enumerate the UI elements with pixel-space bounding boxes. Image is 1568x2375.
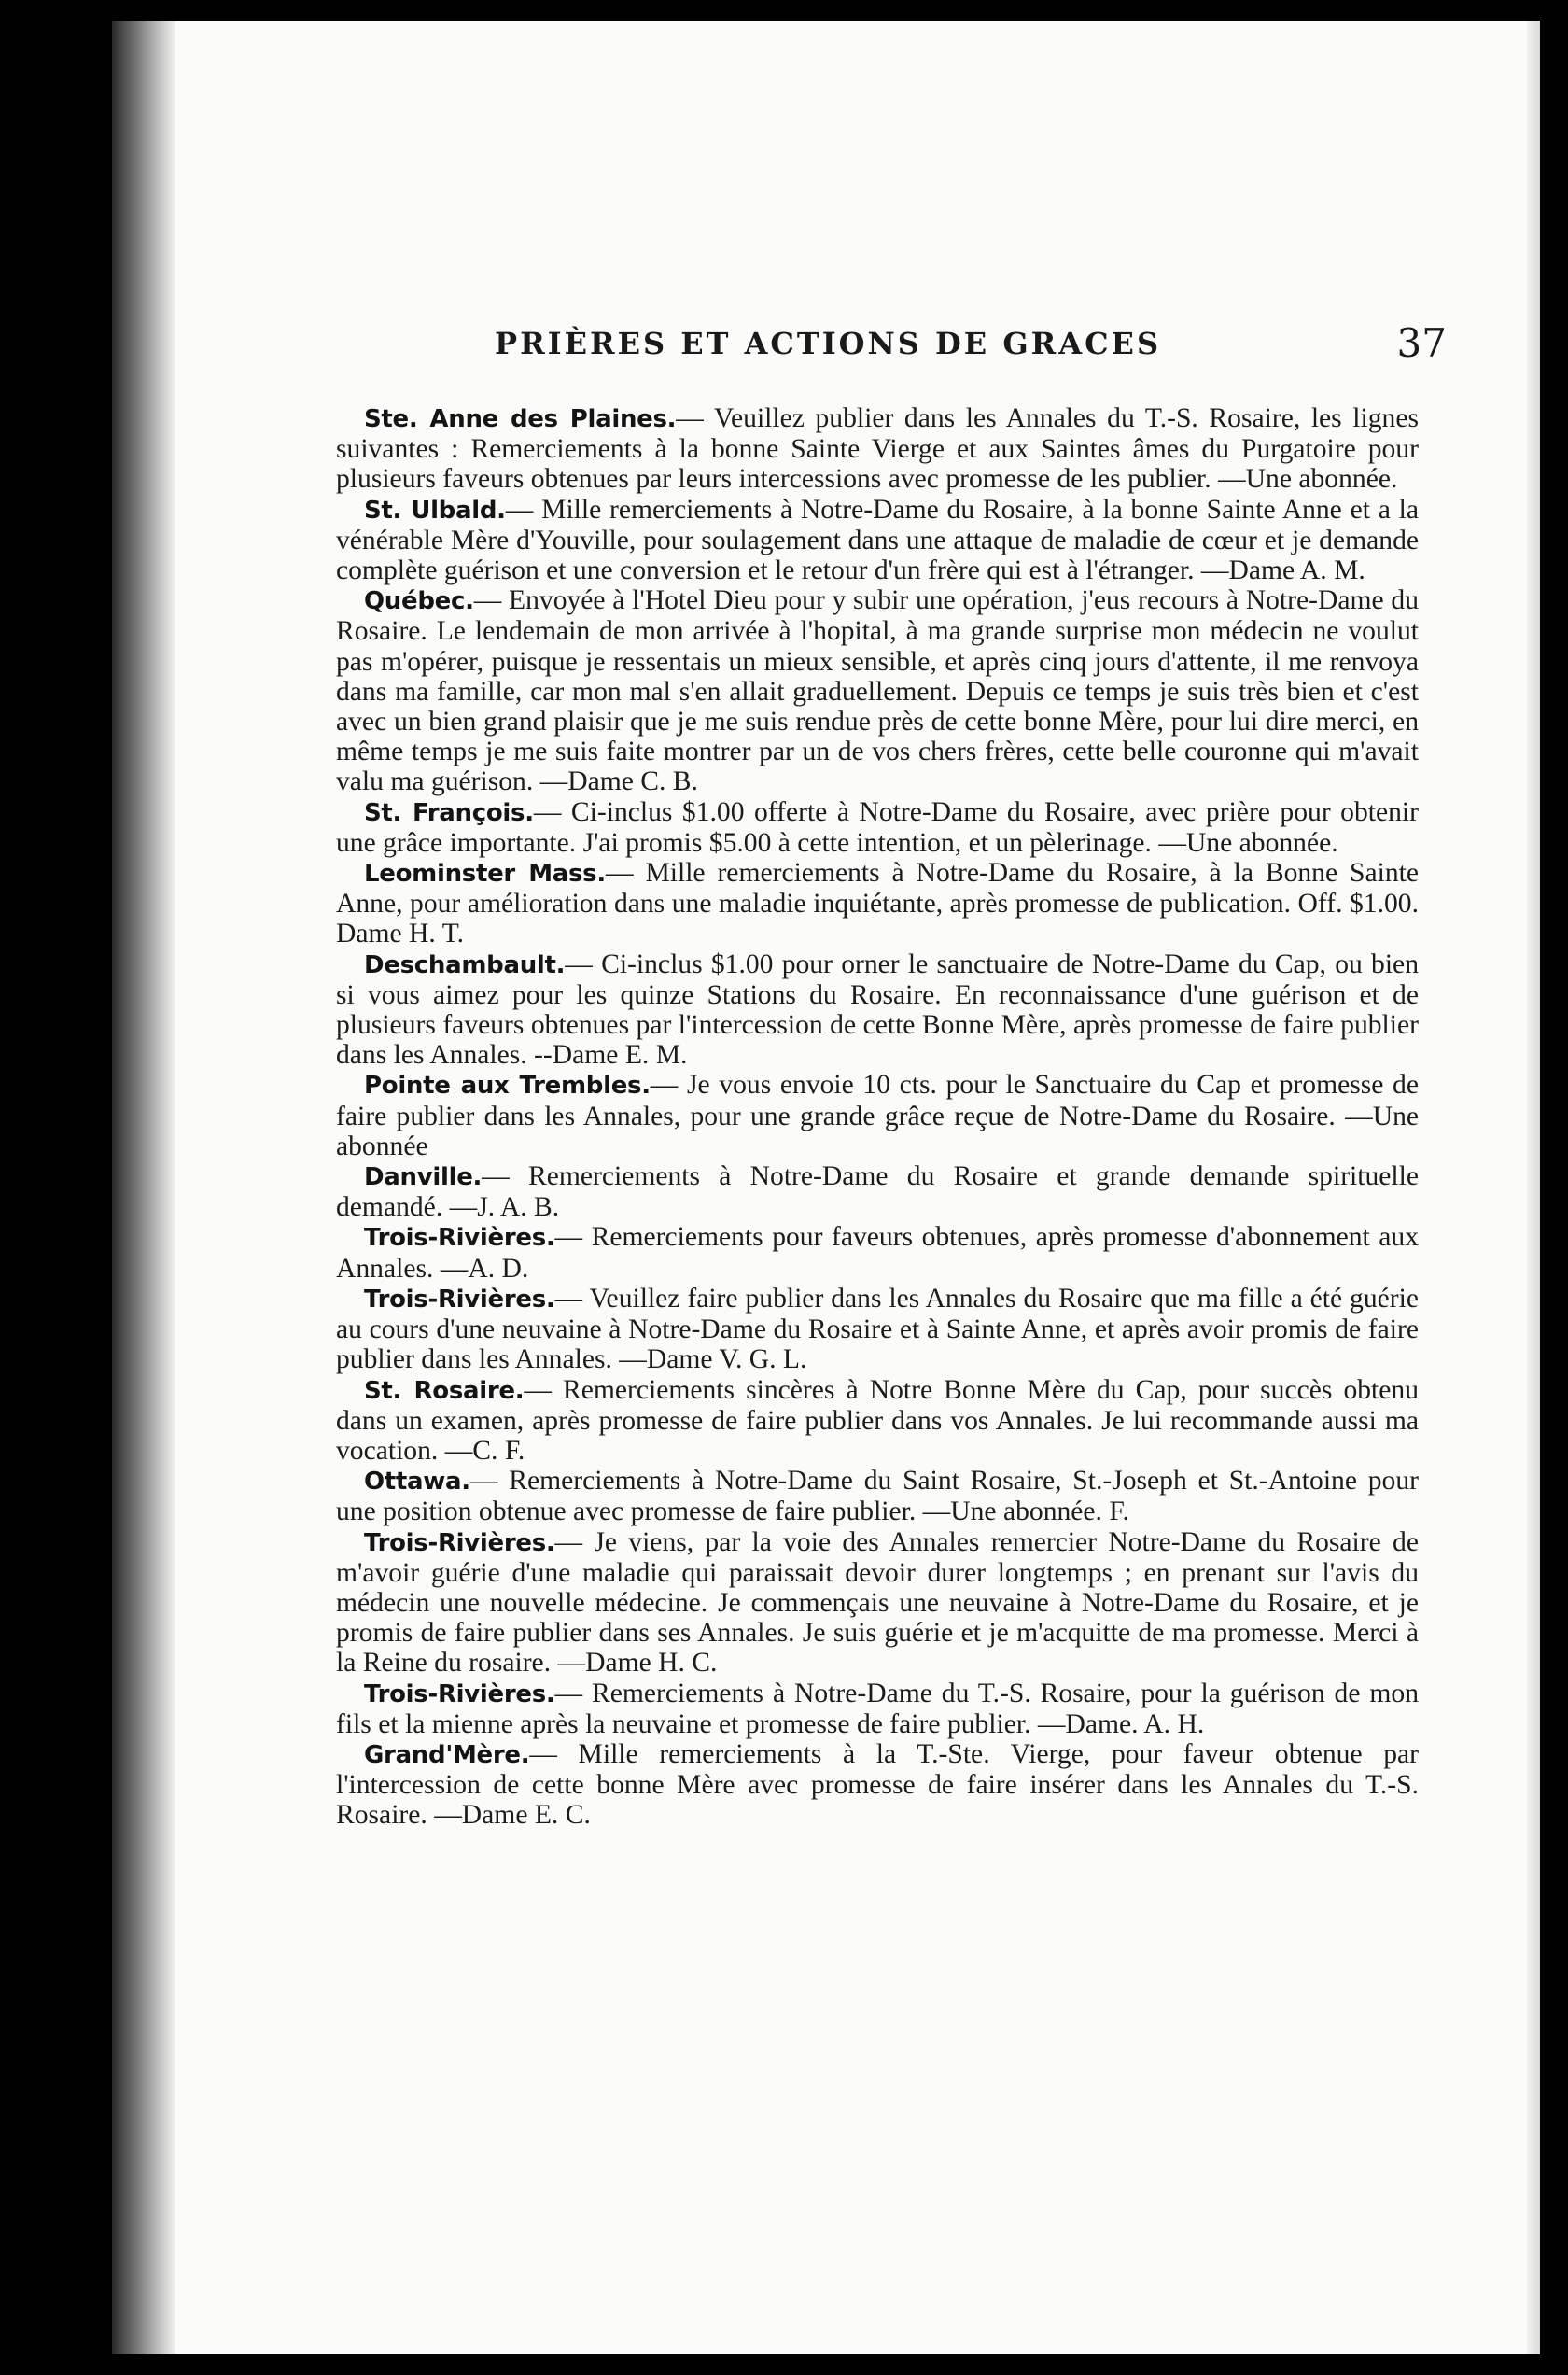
entry-place: Pointe aux Trembles. [364, 1072, 651, 1101]
entry: Trois-Rivières.— Remerciements à Notre-Dame du T.-S. Rosaire, pour la guérison de mon fils et la mienne après la neuvaine et promesse de faire publier. —Dame. A. H. [336, 1678, 1419, 1739]
entry-place: Leominster Mass. [364, 860, 606, 889]
entry: Trois-Rivières.— Je viens, par la voie des Annales remercier Notre-Dame du Rosaire de m'avoir guérie d'une maladie qui paraissait devoir durer longtemps ; en prenant sur l'avis du médecin une nouvelle médecine. Je commençais une neuvaine à Notre-Dame du Rosaire, et je promis de faire publier dans ses Annales. Je suis guérie et je m'acquitte de ma promesse. Merci à la Reine du rosaire. —Dame H. C. [336, 1526, 1419, 1679]
entry: Trois-Rivières.— Remerciements pour faveurs obtenues, après promesse d'abonnement aux Annales. —A. D. [336, 1222, 1419, 1284]
entry-place: Danville. [364, 1163, 483, 1192]
entry-text: Remerciements à Notre-Dame du Rosaire et grande demande spirituelle demandé. —J. A. B. [336, 1161, 1420, 1223]
thanksgiving-entries [336, 403, 1419, 1831]
entry-place: Trois-Rivières. [364, 1224, 555, 1253]
entry-text: Remerciements sincères à Notre Bonne Mère du Cap, pour succès obtenu dans un examen, après promesse de faire publier dans vos Annales. Je lui recommande aussi ma vocation. —C. F. [336, 1374, 1419, 1466]
entry-place: Trois-Rivières. [364, 1679, 555, 1708]
entry-text: Remerciements à Notre-Dame du Saint Rosaire, St.-Joseph et St.-Antoine pour une position obtenue avec promesse de faire publier. —Une abonnée. F. [336, 1466, 1420, 1527]
entry-text: Veuillez faire publier dans les Annales du Rosaire que ma fille a été guérie au cours d'une neuvaine à Notre-Dame du Rosaire et à Sainte Anne, et après avoir promis de faire publier dans les Annales. —Dame V. G. L. [336, 1283, 1419, 1375]
entry-text: Remerciements à Notre-Dame du T.-S. Rosaire, pour la guérison de mon fils et la mienne après la neuvaine et promesse de faire publier. —Dame. A. H. [336, 1678, 1419, 1739]
entry: Trois-Rivières.— Veuillez faire publier dans les Annales du Rosaire que ma fille a été guérie au cours d'une neuvaine à Notre-Dame du Rosaire et à Sainte Anne, et après avoir promis de faire publier dans les Annales. —Dame V. G. L. [336, 1283, 1419, 1375]
page-number: 37 [1396, 320, 1447, 366]
entry-place: St. Ulbald. [364, 496, 506, 525]
entry: Grand'Mère.— Mille remerciements à la T.-Ste. Vierge, pour faveur obtenue par l'intercession de cette bonne Mère avec promesse de faire insérer dans les Annales du T.-S. Rosaire. —Dame E. C. [336, 1738, 1419, 1831]
entry-text: Veuillez publier dans les Annales du T.-S. Rosaire, les lignes suivantes : Remerciements à la bonne Sainte Vierge et aux Saintes âmes du Purgatoire pour plusieurs faveurs obtenues par leurs intercessions avec promesse de les publier. —Une abonnée. [336, 403, 1419, 495]
entry-place: Deschambault. [364, 950, 566, 979]
entry: Ste. Anne des Plaines.— Veuillez publier dans les Annales du T.-S. Rosaire, les lignes suivantes : Remerciements à la bonne Sainte Vierge et aux Saintes âmes du Purgatoire pour plusieurs faveurs obtenues par leurs intercessions avec promesse de les publier. —Une abonnée. [336, 403, 1419, 495]
entry-place: Grand'Mère. [364, 1740, 530, 1769]
entry-text: Mille remerciements à la T.-Ste. Vierge, pour faveur obtenue par l'intercession de cette bonne Mère avec promesse de faire insérer dans les Annales du T.-S. Rosaire. —Dame E. C. [336, 1738, 1419, 1831]
entry-place: St. Rosaire. [364, 1376, 525, 1405]
page-gutter-shadow [112, 21, 175, 2354]
entry-text: Mille remerciements à Notre-Dame du Rosaire, à la bonne Sainte Anne et a la vénérable Mère d'Youville, pour soulagement dans une attaque de maladie de cœur et je demande complète guérison et une conversion et le retour d'un frère qui est à l'étranger. —Dame A. M. [336, 494, 1419, 586]
entry-place: Québec. [364, 587, 474, 616]
entry-text: Ci-inclus $1.00 pour orner le sanctuaire de Notre-Dame du Cap, ou bien si vous aimez pour les quinze Stations du Rosaire. En reconnaissance d'une guérison et de plusieurs faveurs obtenues par l'intercession de cette Bonne Mère, après promesse de faire publier dans les Annales. --Dame E. M. [336, 949, 1419, 1071]
page-header [261, 305, 1447, 380]
entry: Ottawa.— Remerciements à Notre-Dame du Saint Rosaire, St.-Joseph et St.-Antoine pour une position obtenue avec promesse de faire publier. —Une abonnée. F. [336, 1466, 1420, 1527]
entry-text: Je viens, par la voie des Annales remercier Notre-Dame du Rosaire de m'avoir guérie d'une maladie qui paraissait devoir durer longtemps ; en prenant sur l'avis du médecin une nouvelle médecine. Je commençais une neuvaine à Notre-Dame du Rosaire, et je promis de faire publier dans ses Annales. Je suis guérie et je m'acquitte de ma promesse. Merci à la Reine du rosaire. —Dame H. C. [336, 1526, 1419, 1679]
entry-text: Envoyée à l'Hotel Dieu pour y subir une opération, j'eus recours à Notre-Dame du Rosaire. Le lendemain de mon arrivée à l'hopital, à ma grande surprise mon médecin ne voulut pas m'opérer, puisque je ressentais un mieux sensible, et après cinq jours d'attente, il me renvoya dans ma famille, car mon mal s'en allait graduellement. Depuis ce temps je suis très bien et c'est avec un bien grand plaisir que je me suis rendue près de cette bonne Mère, pour lui dire merci, en même temps je me suis faite montrer par un de vos chers frères, cette belle couronne qui m'avait valu ma guérison. —Dame C. B. [336, 585, 1419, 797]
entry: St. François.— Ci-inclus $1.00 offerte à Notre-Dame du Rosaire, avec prière pour obtenir une grâce importante. J'ai promis $5.00 à cette intention, et un pèlerinage. —Une abonnée. [336, 796, 1419, 858]
entry-text: Mille remerciements à Notre-Dame du Rosaire, à la Bonne Sainte Anne, pour amélioration dans une maladie inquiétante, après promesse de publication. Off. $1.00. Dame H. T. [336, 858, 1419, 949]
entry-place: St. François. [364, 798, 534, 827]
entry: Deschambault.— Ci-inclus $1.00 pour orner le sanctuaire de Notre-Dame du Cap, ou bien si vous aimez pour les quinze Stations du Rosaire. En reconnaissance d'une guérison et de plusieurs faveurs obtenues par l'intercession de cette Bonne Mère, après promesse de faire publier dans les Annales. --Dame E. M. [336, 949, 1419, 1071]
entry-text: Je vous envoie 10 cts. pour le Sanctuaire du Cap et promesse de faire publier dans les Annales, pour une grande grâce reçue de Notre-Dame du Rosaire. —Une abonnée [336, 1070, 1419, 1161]
entry: St. Rosaire.— Remerciements sincères à Notre Bonne Mère du Cap, pour succès obtenu dans un examen, après promesse de faire publier dans vos Annales. Je lui recommande aussi ma vocation. —C. F. [336, 1374, 1419, 1466]
entry-place: Ste. Anne des Plaines. [364, 405, 677, 433]
entry-text: Ci-inclus $1.00 offerte à Notre-Dame du Rosaire, avec prière pour obtenir une grâce importante. J'ai promis $5.00 à cette intention, et un pèlerinage. —Une abonnée. [336, 796, 1419, 858]
page-edge [1527, 21, 1540, 2354]
book-page [112, 21, 1540, 2354]
entry-place: Ottawa. [364, 1468, 470, 1497]
entry: St. Ulbald.— Mille remerciements à Notre-Dame du Rosaire, à la bonne Sainte Anne et a la vénérable Mère d'Youville, pour soulagement dans une attaque de maladie de cœur et je demande complète guérison et une conversion et le retour d'un frère qui est à l'étranger. —Dame A. M. [336, 494, 1419, 586]
entry: Pointe aux Trembles.— Je vous envoie 10 cts. pour le Sanctuaire du Cap et promesse de faire publier dans les Annales, pour une grande grâce reçue de Notre-Dame du Rosaire. —Une abonnée [336, 1070, 1419, 1161]
entry: Danville.— Remerciements à Notre-Dame du Rosaire et grande demande spirituelle demandé. —J. A. B. [336, 1161, 1420, 1223]
entry: Québec.— Envoyée à l'Hotel Dieu pour y subir une opération, j'eus recours à Notre-Dame du Rosaire. Le lendemain de mon arrivée à l'hopital, à ma grande surprise mon médecin ne voulut pas m'opérer, puisque je ressentais un mieux sensible, et après cinq jours d'attente, il me renvoya dans ma famille, car mon mal s'en allait graduellement. Depuis ce temps je suis très bien et c'est avec un bien grand plaisir que je me suis rendue près de cette bonne Mère, pour lui dire merci, en même temps je me suis faite montrer par un de vos chers frères, cette belle couronne qui m'avait valu ma guérison. —Dame C. B. [336, 585, 1419, 797]
entry: Leominster Mass.— Mille remerciements à Notre-Dame du Rosaire, à la Bonne Sainte Anne, pour amélioration dans une maladie inquiétante, après promesse de publication. Off. $1.00. Dame H. T. [336, 858, 1419, 949]
entry-text: Remerciements pour faveurs obtenues, après promesse d'abonnement aux Annales. —A. D. [336, 1222, 1419, 1284]
entry-place: Trois-Rivières. [364, 1285, 555, 1314]
running-head: PRIÈRES ET ACTIONS DE GRACES [495, 326, 1162, 361]
entry-place: Trois-Rivières. [364, 1528, 555, 1557]
